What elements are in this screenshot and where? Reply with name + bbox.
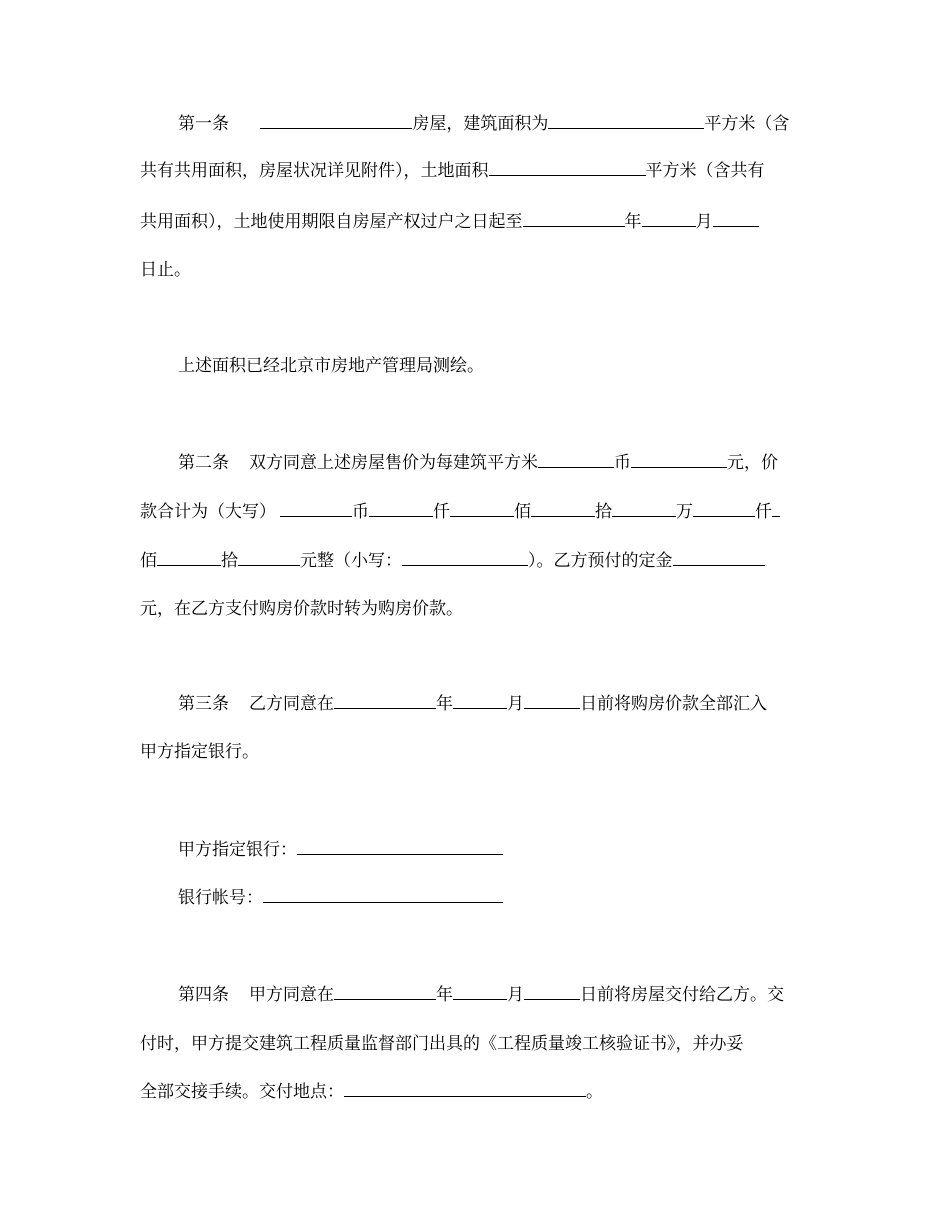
article3-text2: 年 — [436, 694, 453, 714]
qian2-blank[interactable] — [693, 498, 755, 517]
bank-name-line — [178, 836, 812, 864]
article4-line2 — [140, 1030, 812, 1058]
payment-day-blank[interactable] — [524, 690, 580, 709]
article4-label: 第四条 — [178, 985, 229, 1005]
bank-name-blank[interactable] — [297, 836, 503, 855]
article3-line2 — [140, 738, 812, 766]
wan-blank[interactable] — [612, 498, 676, 517]
article2-text13: 元整（小写： — [300, 551, 402, 571]
article1-line2 — [140, 157, 812, 185]
article1-line4 — [140, 256, 812, 284]
article2-text7: 佰 — [514, 502, 531, 522]
bank-name-label: 甲方指定银行： — [178, 840, 297, 860]
land-area-blank[interactable] — [489, 157, 646, 176]
article1-text8: 日止。 — [140, 260, 191, 280]
article2-text12: 拾 — [221, 551, 238, 571]
article2-text3: 元，价 — [727, 453, 778, 473]
building-area-blank[interactable] — [548, 110, 704, 129]
bank-account-blank[interactable] — [263, 884, 503, 903]
unit-price-blank[interactable] — [631, 449, 727, 468]
article2-text9: 万 — [676, 502, 693, 522]
article3-text1: 乙方同意在 — [249, 694, 334, 714]
land-term-month-blank[interactable] — [642, 208, 696, 227]
article2-line3 — [140, 547, 812, 575]
article1-text7: 月 — [695, 212, 713, 232]
delivery-year-blank[interactable] — [334, 981, 436, 1000]
article2-text10: 仟 — [755, 502, 772, 522]
article4-text6: 全部交接手续。交付地点： — [140, 1082, 344, 1102]
amount-lowercase-blank[interactable] — [402, 547, 528, 566]
article2-text11: 佰 — [140, 551, 157, 571]
currency-blank[interactable] — [538, 449, 614, 468]
article4-text7: 。 — [586, 1082, 603, 1102]
article2-text2: 币 — [614, 453, 631, 473]
article1-line1 — [178, 110, 812, 138]
shi-blank[interactable] — [531, 498, 595, 517]
bank-account-label: 银行帐号： — [178, 888, 263, 908]
article4-text5: 付时，甲方提交建筑工程质量监督部门出具的《工程质量竣工核验证书》，并办妥 — [140, 1034, 744, 1054]
bai-blank[interactable] — [450, 498, 514, 517]
house-location-blank[interactable] — [260, 110, 412, 129]
article1-text5: 共用面积），土地使用期限自房屋产权过户之日起至 — [140, 212, 523, 232]
article4-text2: 年 — [436, 985, 453, 1005]
article2-line2 — [140, 498, 812, 526]
qian-blank[interactable] — [369, 498, 433, 517]
article2-text8: 拾 — [595, 502, 612, 522]
survey-note-line — [178, 352, 812, 380]
article4-text3: 月 — [507, 985, 524, 1005]
article1-label: 第一条 — [178, 114, 229, 134]
article4-line3 — [140, 1078, 812, 1106]
article4-text1: 甲方同意在 — [249, 985, 334, 1005]
land-term-day-blank[interactable] — [713, 208, 759, 227]
article3-text3: 月 — [507, 694, 524, 714]
article2-text5: 币 — [352, 502, 369, 522]
article1-text4: 平方米（含共有 — [645, 161, 765, 181]
article3-label: 第三条 — [178, 694, 229, 714]
article2-line4 — [140, 595, 812, 623]
article3-text4: 日前将购房价款全部汇入 — [580, 694, 767, 714]
article2-label: 第二条 — [178, 453, 229, 473]
bai2-blank[interactable] — [772, 498, 780, 517]
survey-note: 上述面积已经北京市房地产管理局测绘。 — [178, 356, 484, 376]
article2-text15: 元，在乙方支付购房价款时转为购房价款。 — [140, 599, 463, 619]
delivery-month-blank[interactable] — [453, 981, 507, 1000]
shi2-blank[interactable] — [157, 547, 221, 566]
delivery-place-blank[interactable] — [344, 1078, 586, 1097]
land-term-year-blank[interactable] — [523, 208, 625, 227]
article3-text5: 甲方指定银行。 — [140, 742, 259, 762]
article1-text1: 房屋，建筑面积为 — [412, 114, 549, 134]
article2-line1 — [178, 449, 812, 477]
article2-text1: 双方同意上述房屋售价为每建筑平方米 — [249, 453, 538, 473]
article2-text4: 款合计为（大写） — [140, 502, 276, 522]
article2-text6: 仟 — [433, 502, 450, 522]
payment-year-blank[interactable] — [334, 690, 436, 709]
article4-line1 — [178, 981, 812, 1009]
delivery-day-blank[interactable] — [524, 981, 580, 1000]
article1-text3: 共有共用面积，房屋状况详见附件），土地面积 — [140, 161, 489, 181]
deposit-blank[interactable] — [673, 547, 765, 566]
total-currency-blank[interactable] — [280, 498, 352, 517]
article2-text14: ）。乙方预付的定金 — [528, 551, 673, 571]
article1-text6: 年 — [624, 212, 642, 232]
article3-line1 — [178, 690, 812, 718]
article1-text2: 平方米（含 — [704, 114, 790, 134]
article4-text4: 日前将房屋交付给乙方。交 — [580, 985, 784, 1005]
bank-account-line — [178, 884, 812, 912]
article1-line3 — [140, 208, 812, 236]
payment-month-blank[interactable] — [453, 690, 507, 709]
yuan-blank[interactable] — [238, 547, 300, 566]
